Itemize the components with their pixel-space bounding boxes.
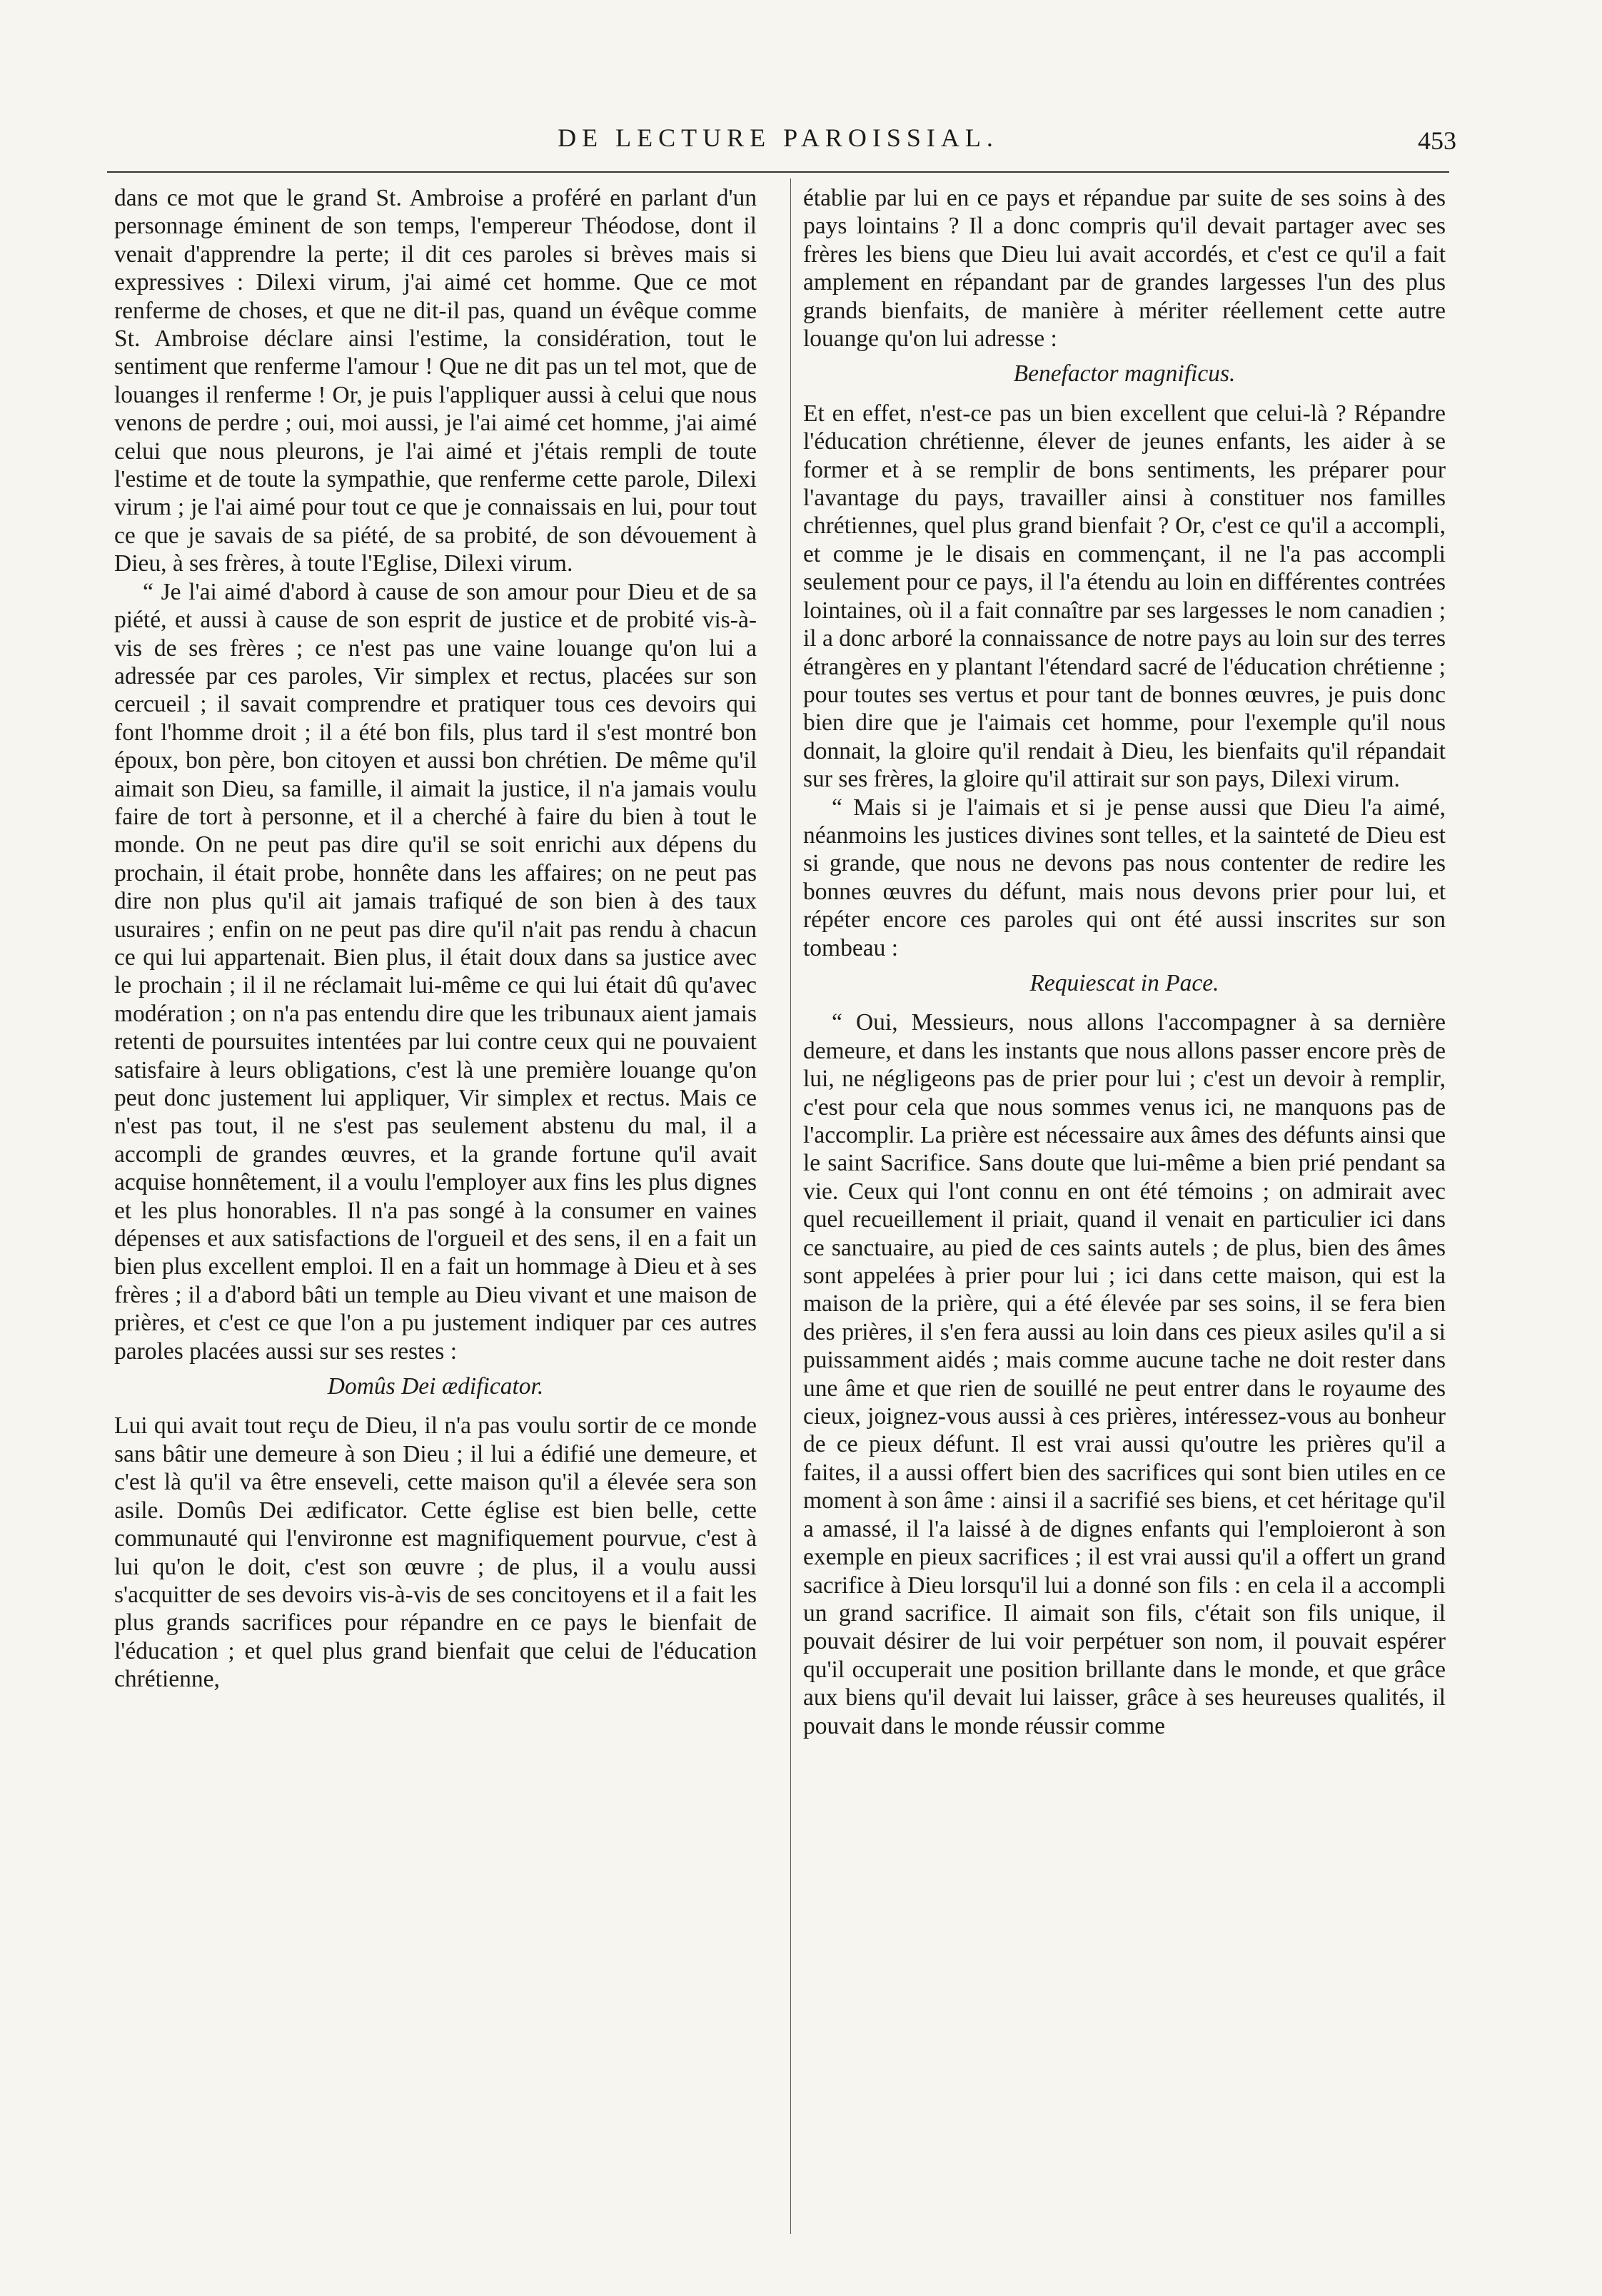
left-column: [114, 184, 757, 1694]
right-paragraph-1: établie par lui en ce pays et répandue par suite de ses soins à des pays lointains ? Il a donc compris qu'il devait partager avec ses frères les biens que Dieu lui avait accordés, et c'est ce qu'il a fait amplement en répandant par de grandes largesses l'un des plus grands bienfaits, de manière à mériter réellement cette autre louange qu'on lui adresse :: [803, 185, 1446, 353]
section-title-requiescat: Requiescat in Pace.: [1029, 969, 1219, 996]
right-paragraph-4: “ Oui, Messieurs, nous allons l'accompagner à sa dernière demeure, et dans les instants que nous allons passer encore près de lui, ne négligeons pas de prier pour lui ; c'est un devoir à remplir, c'est pour cela que nous sommes venus ici, ne manquons pas de l'accomplir. La prière est nécessaire aux âmes des défunts ainsi que le saint Sacrifice. Sans doute que lui-même a bien prié pendant sa vie. Ceux qui l'ont connu en ont été témoins ; on admirait avec quel recueillement il priait, quand il venait en particulier ici dans ce sanctuaire, au pied de ces saints autels ; de plus, bien des âmes sont appelées à prier pour lui ; ici dans cette maison, qui est la maison de la prière, qui a été élevée par ses soins, il se fera bien des prières, il s'en fera aussi au loin dans ces pieux asiles qu'il a si puissamment aidés ; mais comme aucune tache ne doit rester dans une âme et que rien de souillé ne peut entrer dans le royaume des cieux, joignez-vous aussi à ces prières, intéressez-vous au bonheur de ce pieux défunt. Il est vrai aussi qu'outre les prières qu'il a faites, il a aussi offert bien des sacrifices qui sont bien utiles en ce moment à son âme : ainsi il a sacrifié ses biens, et cet héritage qu'il a amassé, il l'a laissé à de dignes enfants qui l'emploieront à son exemple en pieux sacrifices ; il est vrai aussi qu'il a offert un grand sacrifice à Dieu lorsqu'il lui a donné son fils : en cela il a accompli un grand sacrifice. Il aimait son fils, c'était son fils unique, il pouvait désirer de lui voir perpétuer son nom, il pouvait espérer qu'il occuperait une position brillante dans le monde, et que grâce aux biens qu'il devait lui laisser, grâce à ses heureuses qualités, il pouvait dans le monde réussir comme: [803, 1009, 1446, 1739]
right-paragraph-2: Et en effet, n'est-ce pas un bien excellent que celui-là ? Répandre l'éducation chrétienne, élever de jeunes enfants, les aider à se former et à se remplir de bons sentiments, les préparer pour l'avantage du pays, travailler ainsi à constituer nos familles chrétiennes, quel plus grand bienfait ? Or, c'est ce qu'il a accompli, et comme je le disais en commençant, il ne l'a pas accompli seulement pour ce pays, il l'a étendu au loin en différentes contrées lointaines, où il a fait connaître par ses largesses le nom canadien ; il a donc arboré la connaissance de notre pays au loin sur des terres étrangères en y plantant l'étendard sacré de l'éducation chrétienne ; pour toutes ses vertus et pour tant de bonnes œuvres, je puis donc bien dire que je l'aimais cet homme, pour l'exemple qu'il nous donnait, la gloire qu'il rendait à Dieu, les bienfaits qu'il répandait sur ses frères, la gloire qu'il attirait sur son pays, Dilexi virum.: [803, 400, 1446, 793]
section-title-benefactor: Benefactor magnificus.: [1013, 360, 1236, 388]
left-paragraph-3: Lui qui avait tout reçu de Dieu, il n'a pas voulu sortir de ce monde sans bâtir une demeure à son Dieu ; il lui a édifié une demeure, et c'est là qu'il va être enseveli, cette maison qu'il a élevée sera son asile. Domûs Dei ædificator. Cette église est bien belle, cette communauté qui l'environne est magnifiquement pourvue, c'est à lui qu'on le doit, c'est son œuvre ; de plus, il a voulu aussi s'acquitter de ses devoirs vis-à-vis de ses concitoyens et il a fait les plus grands sacrifices pour répandre en ce pays le bienfait de l'éducation ; et quel plus grand bienfait que celui de l'éducation chrétienne,: [114, 1412, 757, 1693]
section-title-domus-dei: Domûs Dei ædificator.: [327, 1373, 544, 1400]
right-column: [803, 184, 1446, 1740]
column-divider: [790, 178, 791, 2234]
running-head: [93, 123, 1464, 166]
left-paragraph-1: dans ce mot que le grand St. Ambroise a proféré en parlant d'un personnage éminent de son temps, l'empereur Théodose, dont il venait d'apprendre la perte; il dit ces paroles si brèves mais si expressives : Dilexi virum, j'ai aimé cet homme. Que ce mot renferme de choses, et que ne dit-il pas, quand un évêque comme St. Ambroise déclare ainsi l'estime, la considération, tout le sentiment que renferme l'amour ! Que ne dit pas un tel mot, que de louanges il renferme ! Or, je puis l'appliquer aussi à celui que nous venons de perdre ; oui, moi aussi, je l'ai aimé cet homme, j'ai aimé celui que nous pleurons, je l'ai aimé et j'étais rempli de toute l'estime et de toute la sympathie, que renferme cette parole, Dilexi virum ; je l'ai aimé pour tout ce que je connaissais en lui, pour tout ce que je savais de sa piété, de sa probité, de son dévouement à Dieu, à ses frères, à toute l'Eglise, Dilexi virum.: [114, 185, 757, 577]
header-rule: [107, 171, 1449, 173]
left-paragraph-2: “ Je l'ai aimé d'abord à cause de son amour pour Dieu et de sa piété, et aussi à cause de son esprit de justice et de probité vis-à-vis de ses frères ; ce n'est pas une vaine louange qu'on lui a adressée par ces paroles, Vir simplex et rectus, placées sur son cercueil ; il savait comprendre et pratiquer tous ces devoirs qui font l'homme droit ; il a été bon fils, plus tard il s'est montré bon époux, bon père, bon citoyen et aussi bon chrétien. De même qu'il aimait son Dieu, sa famille, il aimait la justice, il n'a jamais voulu faire de tort à personne, et il a cherché à faire du bien à tout le monde. On ne peut pas dire qu'il se soit enrichi aux dépens du prochain, il était probe, honnête dans les affaires; on ne peut pas dire non plus qu'il ait jamais trafiqué de son bien à des taux usuraires ; enfin on ne peut pas dire qu'il n'ait pas rendu à chacun ce qui lui appartenait. Bien plus, il était doux dans sa justice avec le prochain ; il il ne réclamait lui-même ce qui lui était dû qu'avec modération ; on n'a pas entendu dire que les tribunaux aient jamais retenti de poursuites intentées par lui contre ceux qui ne pouvaient satisfaire à leurs obligations, c'est là une première louange qu'on peut donc justement lui appliquer, Vir simplex et rectus. Mais ce n'est pas tout, il ne s'est pas seulement abstenu du mal, il a accompli de grandes œuvres, et la grande fortune qu'il avait acquise honnêtement, il a voulu l'employer aux fins les plus dignes et les plus honorables. Il n'a pas songé à la consumer en vaines dépenses et aux satisfactions de l'orgueil et des sens, il en a fait un bien plus excellent emploi. Il en a fait un hommage à Dieu et à ses frères ; il a d'abord bâti un temple au Dieu vivant et une maison de prières, et c'est ce que l'on a pu justement indiquer par ces autres paroles placées aussi sur ses restes :: [114, 578, 757, 1365]
right-paragraph-3: “ Mais si je l'aimais et si je pense aussi que Dieu l'a aimé, néanmoins les justices divines sont telles, et la sainteté de Dieu est si grande, que nous ne devons pas nous contenter de redire les bonnes œuvres du défunt, mais nous devons prier pour lui, et répéter encore ces paroles qui ont été aussi inscrites sur son tombeau :: [803, 794, 1446, 961]
page-number: 453: [1418, 126, 1456, 155]
running-title: DE LECTURE PAROISSIAL.: [558, 123, 999, 152]
